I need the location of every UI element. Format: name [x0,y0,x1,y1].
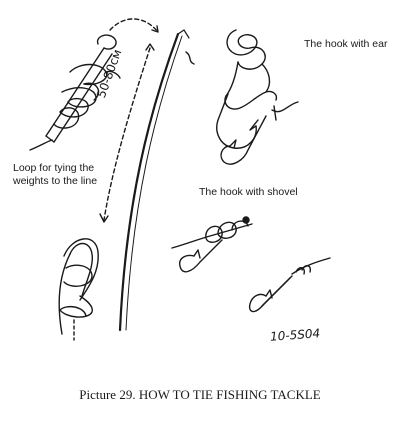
curved-arrow [110,19,158,32]
figure-caption: Picture 29. HOW TO TIE FISHING TACKLE [79,387,321,402]
line-squiggle [186,52,194,64]
hook-with-shovel [172,217,252,272]
weight-loop [59,239,98,340]
weight-loop-label: Loop for tying the weights to the line [13,162,98,187]
figure-code: 10-5S04 [269,326,321,344]
hook-with-shovel-label: The hook with shovel [199,186,298,198]
main-line [120,30,189,330]
length-label: 50-80см [94,47,125,100]
hook-with-ear-label: The hook with ear [304,38,388,50]
hook-bottom [250,258,330,312]
hook-with-ear [217,30,298,164]
